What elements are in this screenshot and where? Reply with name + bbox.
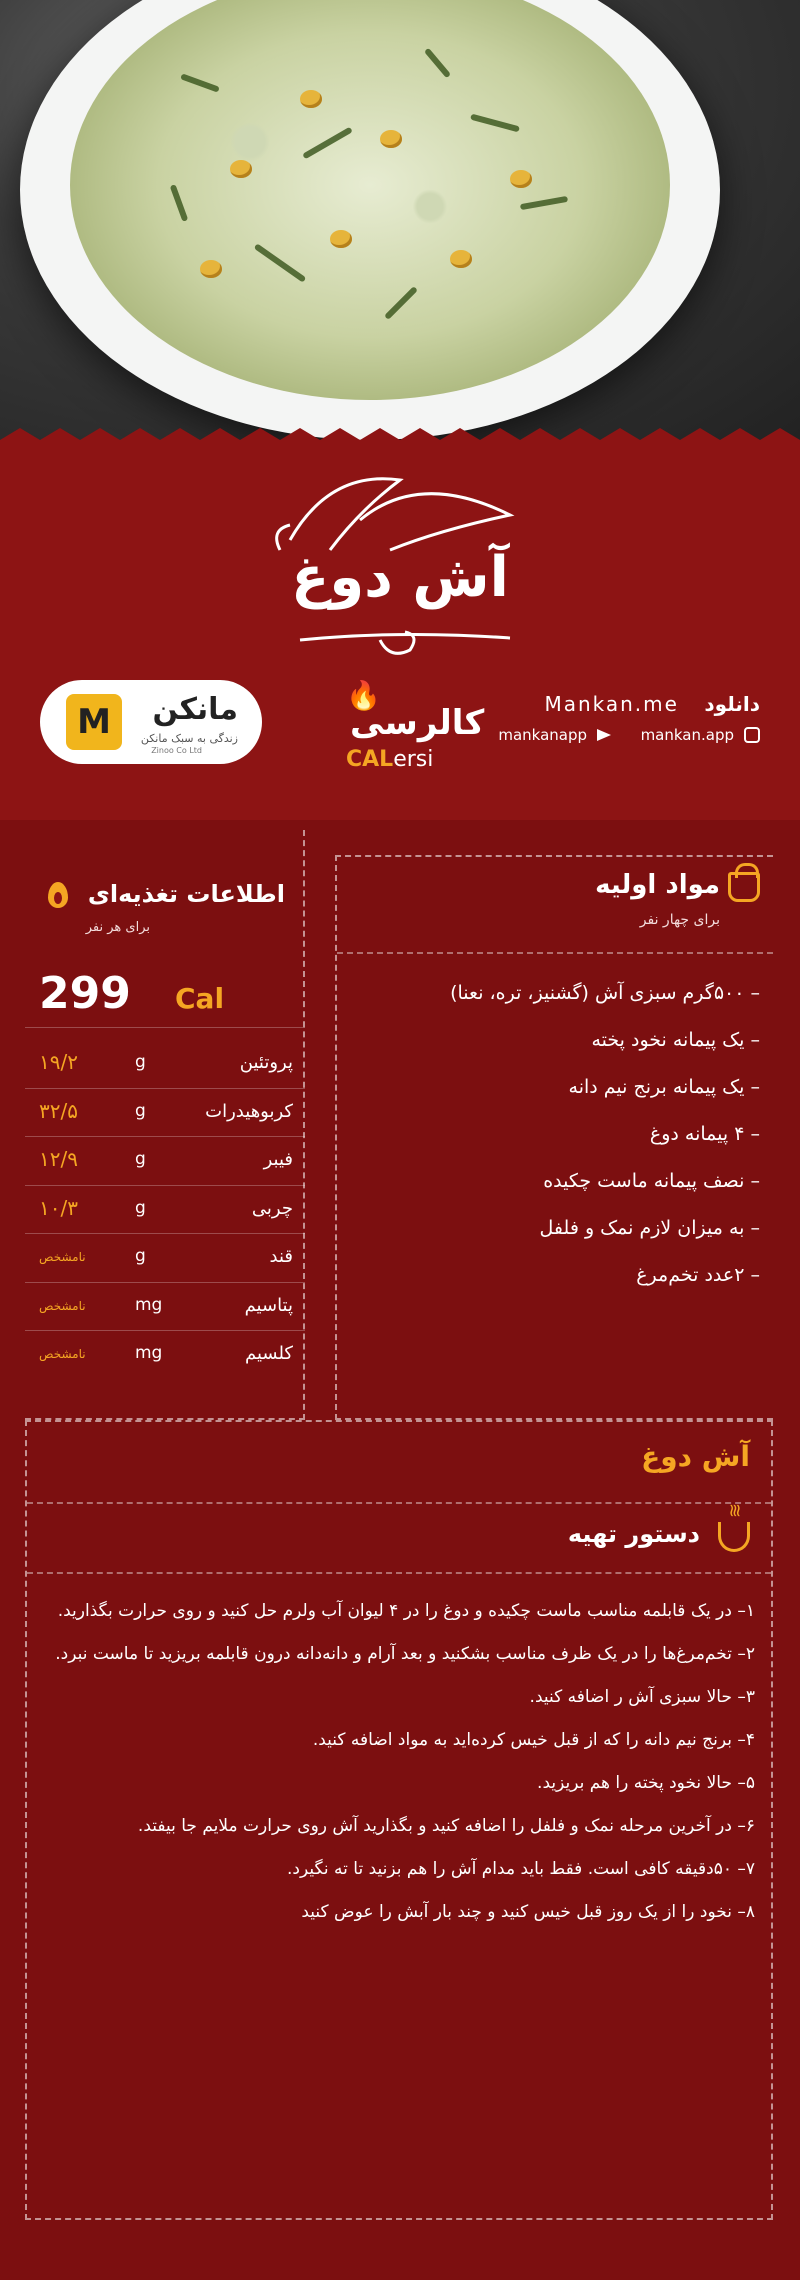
brand-company: Zinoo Co Ltd	[151, 746, 202, 755]
telegram-handle[interactable]: mankanapp	[498, 726, 588, 744]
mankan-logo[interactable]	[40, 680, 262, 764]
list-item: – ۴ پیمانه دوغ	[370, 1111, 760, 1158]
nutrition-subtitle: برای هر نفر	[85, 920, 150, 935]
telegram-icon	[597, 729, 611, 741]
instagram-icon	[744, 727, 760, 743]
page-title: آش دوغ	[291, 545, 509, 610]
nutrient-unit: mg	[135, 1294, 163, 1315]
list-item: ۱– در یک قابلمه مناسب ماست چکیده و دوغ را در ۴ لیوان آب ولرم حل کنید و روی حرارت بگذارید.	[57, 1601, 755, 1621]
nutrient-unit: g	[135, 1052, 146, 1072]
nutrient-value: نامشخص	[39, 1347, 86, 1361]
calersi-en: CALersi	[346, 747, 434, 772]
list-item: – نصف پیمانه ماست چکیده	[370, 1158, 760, 1205]
table-row	[25, 1089, 305, 1138]
list-item: – ۲عدد تخم‌مرغ	[370, 1252, 760, 1299]
calories-value: 299	[39, 968, 131, 1019]
brand-tagline: زندگی به سبک مانکن	[140, 732, 238, 745]
fire-icon	[48, 882, 68, 908]
list-item: – یک پیمانه نخود پخته	[370, 1017, 760, 1064]
list-item: – یک پیمانه برنج نیم دانه	[370, 1064, 760, 1111]
calories-unit: Cal	[175, 982, 225, 1015]
list-item: ۵– حالا نخود پخته را هم بریزید.	[537, 1773, 755, 1793]
divider	[27, 1502, 771, 1504]
divider	[337, 952, 773, 954]
mankan-mark-icon	[66, 694, 122, 750]
hero-photo	[0, 0, 800, 440]
download-line	[544, 692, 760, 716]
list-item: – ۵۰۰گرم سبزی آش (گشنیز، تره، نعنا)	[370, 970, 760, 1017]
calories-row	[25, 968, 305, 1028]
list-item: ۶– در آخرین مرحله نمک و فلفل را اضافه کنید و بگذارید آش روی حرارت ملایم جا بیفتد.	[137, 1816, 755, 1836]
list-item: – به میزان لازم نمک و فلفل	[370, 1205, 760, 1252]
table-row	[25, 1331, 305, 1380]
nutrient-value: نامشخص	[39, 1250, 86, 1264]
basket-icon	[728, 872, 760, 902]
recipe-steps	[55, 1590, 755, 1934]
nutrient-unit: g	[135, 1246, 146, 1266]
nutrient-name: قند	[269, 1246, 293, 1267]
brand-name: مانکن	[152, 692, 238, 727]
nutrient-name: پتاسیم	[244, 1294, 293, 1316]
download-label: دانلود	[704, 692, 760, 716]
nutrient-value: ۱۹/۲	[39, 1050, 78, 1074]
divider	[27, 1572, 771, 1574]
calersi-logo[interactable]	[340, 675, 485, 775]
nutrient-value: ۱۲/۹	[39, 1147, 78, 1171]
table-row	[25, 1186, 305, 1235]
table-row	[25, 1283, 305, 1332]
social-links	[498, 726, 760, 744]
nutrient-unit: g	[135, 1197, 146, 1218]
nutrient-name: کربوهیدرات	[205, 1100, 293, 1122]
instagram-handle[interactable]: mankan.app	[640, 726, 734, 744]
nutrient-name: پروتئین	[239, 1052, 293, 1073]
list-item: ۷– ۵۰دقیقه کافی است. فقط باید مدام آش را هم بزنید تا ته نگیرد.	[287, 1859, 755, 1879]
nutrient-unit: g	[135, 1100, 146, 1121]
nutrient-name: فیبر	[263, 1149, 293, 1170]
table-row	[25, 1137, 305, 1186]
list-item: ۴– برنج نیم دانه را که از قبل خیس کرده‌اید به مواد اضافه کنید.	[312, 1730, 755, 1750]
nutrient-unit: g	[135, 1149, 146, 1169]
flame-icon: 🔥	[346, 679, 381, 712]
nutrient-value: نامشخص	[39, 1298, 86, 1313]
calersi-fa: کالرسی	[350, 703, 485, 743]
title-area	[0, 440, 800, 820]
nutrient-name: کلسیم	[245, 1343, 293, 1364]
nutrient-name: چربی	[251, 1197, 293, 1219]
nutrient-value: ۱۰/۳	[39, 1195, 78, 1220]
ingredients-list	[370, 970, 760, 1299]
ingredients-title: مواد اولیه	[595, 870, 720, 900]
recipe-title: آش دوغ	[641, 1440, 750, 1473]
recipe-subtitle: دستور تهیه	[567, 1520, 700, 1548]
list-item: ۳– حالا سبزی آش ر اضافه کنید.	[529, 1687, 755, 1707]
nutrition-table	[25, 1040, 305, 1380]
nutrient-unit: mg	[135, 1343, 163, 1363]
content-panel	[0, 820, 800, 2280]
nutrient-value: ۳۲/۵	[39, 1098, 78, 1123]
download-site[interactable]: Mankan.me	[544, 692, 679, 716]
table-row	[25, 1040, 305, 1089]
table-row	[25, 1234, 305, 1283]
ingredients-subtitle: برای چهار نفر	[639, 912, 720, 928]
nutrition-title: اطلاعات تغذیه‌ای	[87, 880, 285, 908]
list-item: ۸– نخود را از یک روز قبل خیس کنید و چند بار آبش را عوض کنید	[301, 1902, 755, 1922]
list-item: ۲– تخم‌مرغ‌ها را در یک ظرف مناسب بشکنید و بعد آرام و دانه‌دانه درون قابلمه بریزید تا ماست نبرد.	[55, 1644, 755, 1664]
